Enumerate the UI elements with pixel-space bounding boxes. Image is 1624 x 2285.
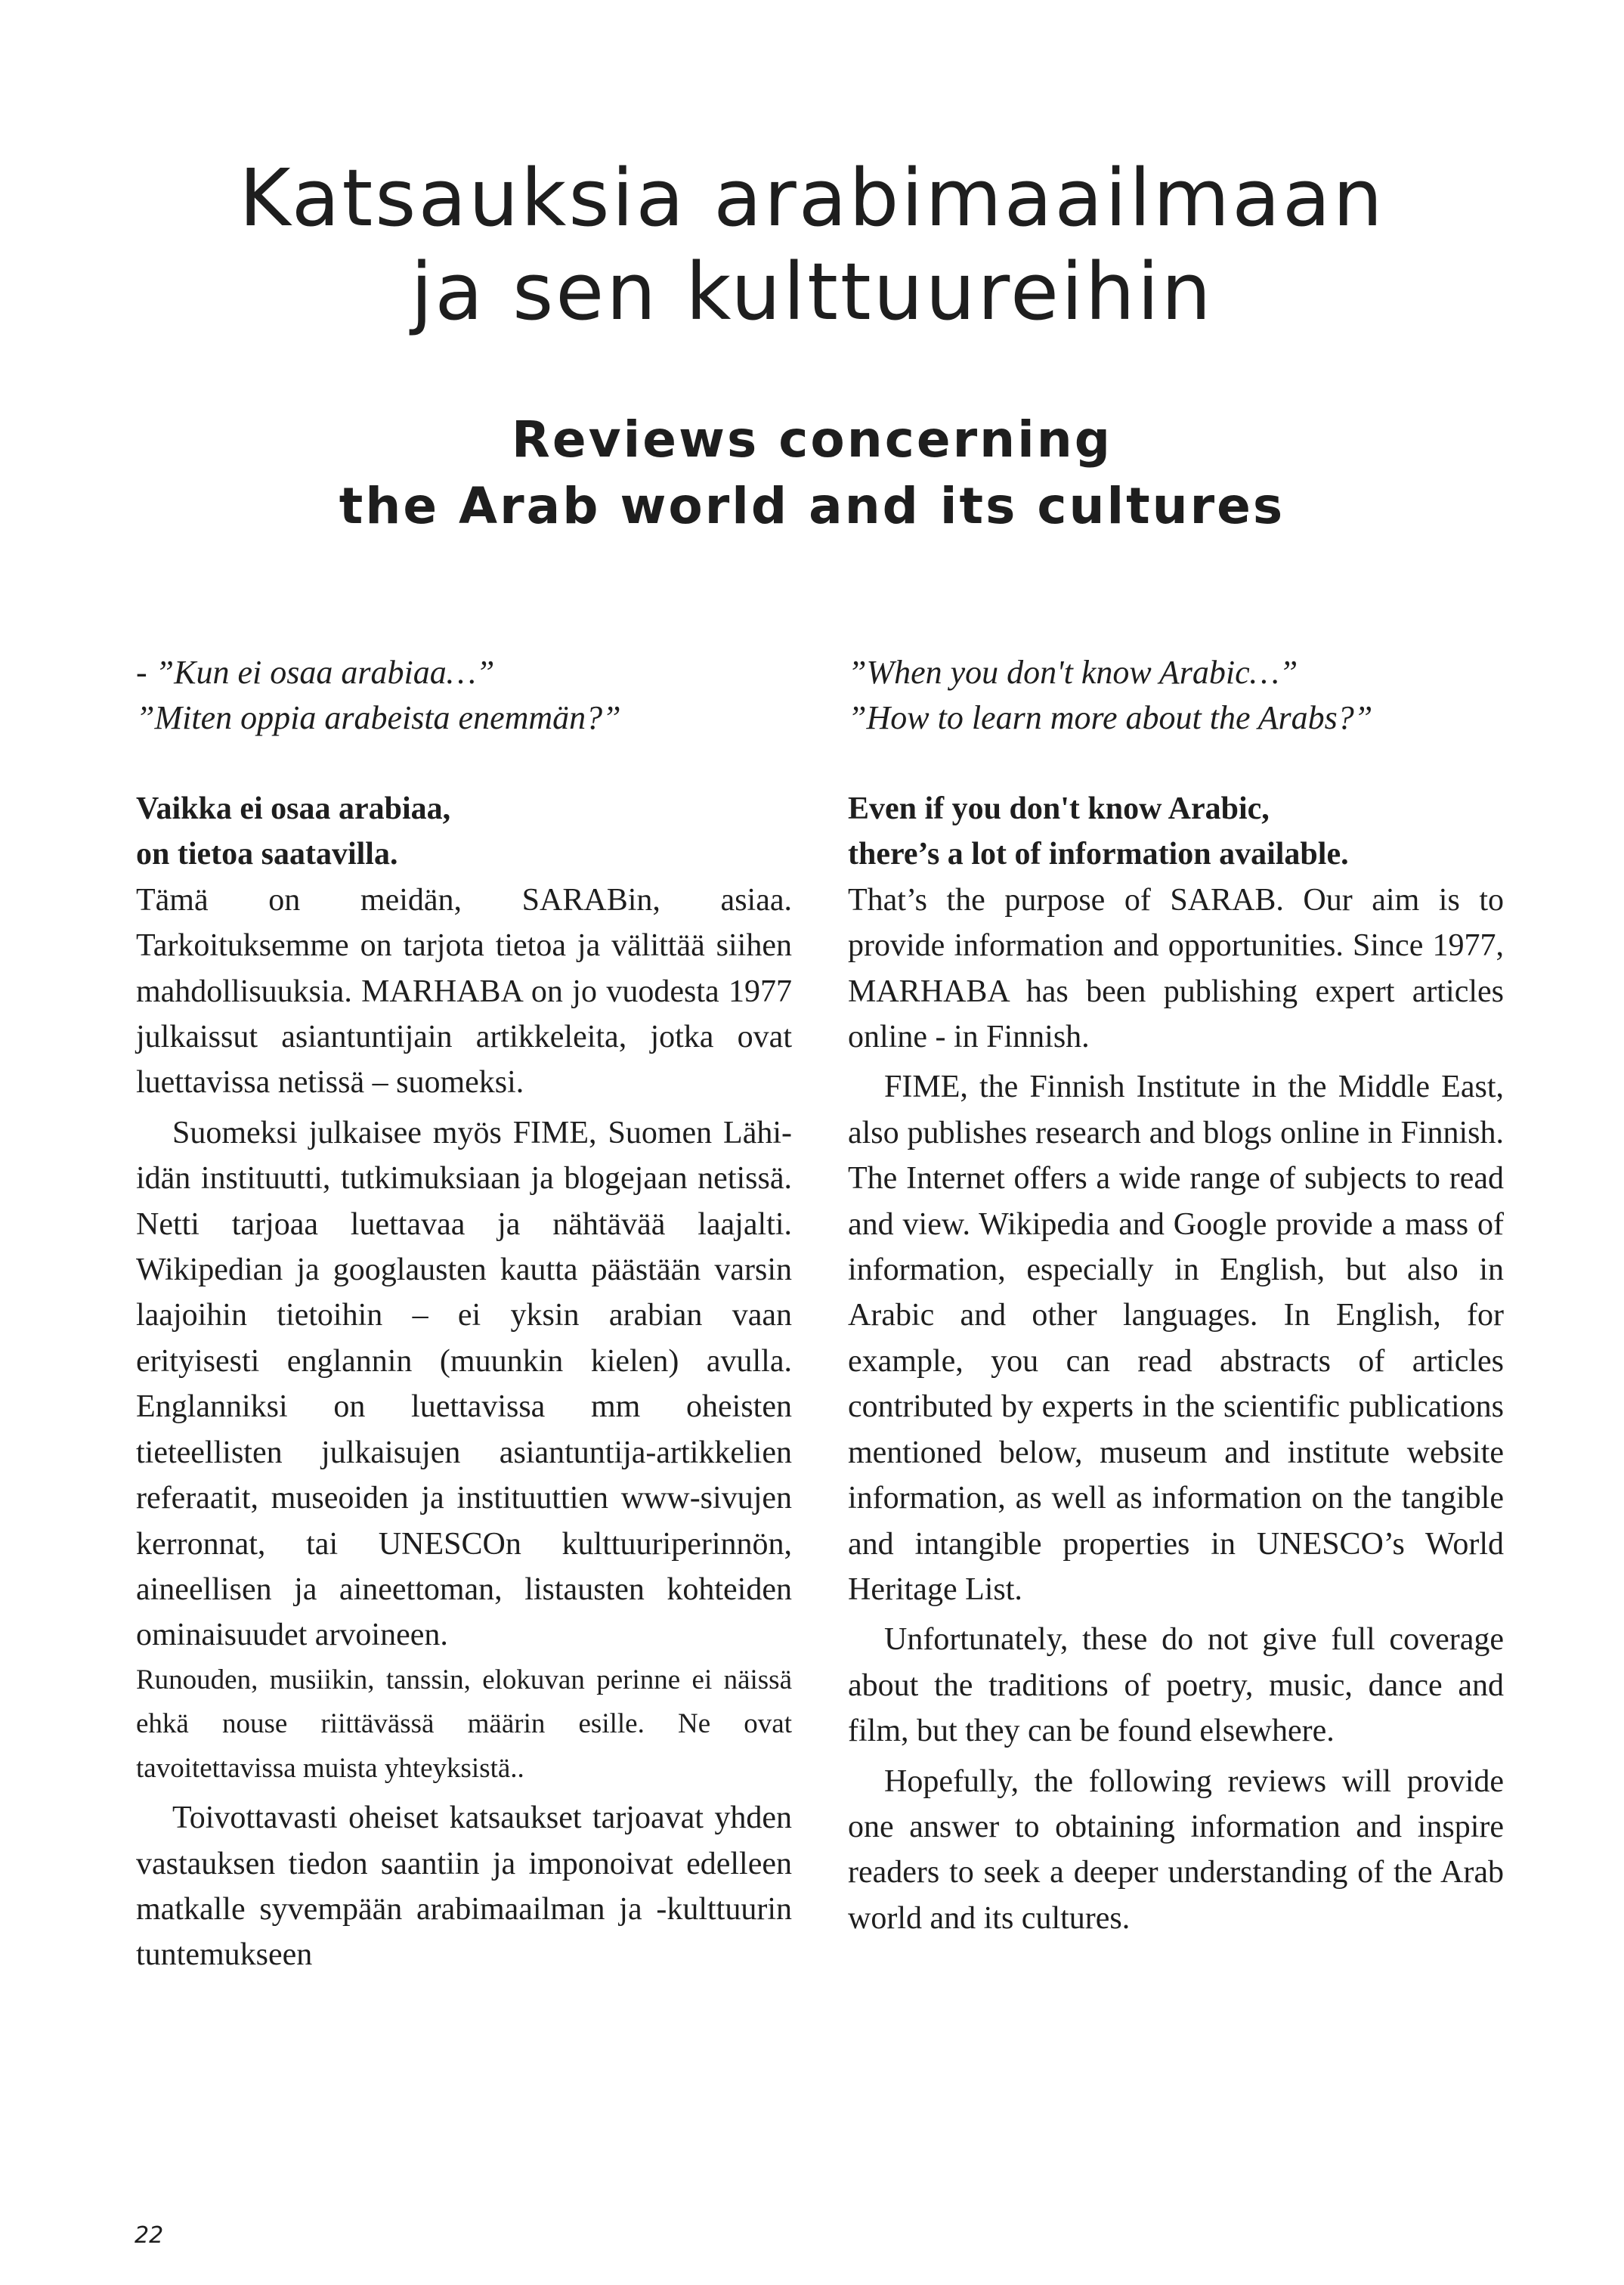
finnish-heading [136, 786, 792, 878]
english-quote-line-2: ”How to learn more about the Arabs?” [848, 699, 1373, 736]
english-column [848, 650, 1504, 1941]
finnish-column [136, 650, 792, 1978]
finnish-paragraph-3: Toivottavasti oheiset katsaukset tarjoavat yhden vastauksen tiedon saantiin ja imponoivat edelleen matkalle syvempään arabimaailman ja -kulttuurin tuntemukseen [136, 1800, 792, 1973]
finnish-heading-line-1: Vaikka ei osaa arabiaa, [136, 791, 451, 826]
subtitle-line-1: Reviews concerning [512, 410, 1112, 469]
page-subtitle [0, 407, 1624, 540]
english-heading-line-2: there’s a lot of information available. [848, 837, 1349, 872]
title-line-2: ja sen kulttuureihin [410, 246, 1214, 338]
finnish-quote-line-1: - ”Kun ei osaa arabiaa…” [136, 654, 495, 691]
english-heading [848, 786, 1504, 878]
finnish-quote-line-2: ”Miten oppia arabeista enemmän?” [136, 699, 621, 736]
finnish-paragraph-2-small: Runouden, musiikin, tanssin, elokuvan perinne ei näissä ehkä nouse riittävässä määrin esille. Ne ovat tavoitettavissa muista yhteyksistä.. [136, 1664, 792, 1784]
english-quote-line-1: ”When you don't know Arabic…” [848, 654, 1298, 691]
finnish-heading-line-2: on tietoa saatavilla. [136, 837, 398, 872]
title-line-1: Katsauksia arabimaailmaan [239, 152, 1385, 244]
page-title [0, 151, 1624, 339]
english-heading-line-1: Even if you don't know Arabic, [848, 791, 1270, 826]
english-quote [848, 650, 1504, 786]
finnish-quote [136, 650, 792, 786]
page-number: 22 [135, 2222, 164, 2249]
finnish-paragraph-2: Suomeksi julkaisee myös FIME, Suomen Lähi-idän instituutti, tutkimuksiaan ja blogejaan netissä. Netti tarjoaa luettavaa ja nähtävää laajalti. Wikipedian ja googlausten kautta päästään varsin laajoihin tietoihin – ei yksin arabian vaan erityisesti englannin (muunkin kielen) avulla. Englanniksi on luettavissa mm oheisten tieteellisten julkaisujen asiantuntija-artikkelien referaatit, museoiden ja instituuttien www-sivujen kerronnat, tai UNESCOn kulttuuriperinnön, aineellisen ja aineettoman, listausten kohteiden ominaisuudet arvoineen. [136, 1115, 792, 1653]
subtitle-line-2: the Arab world and its cultures [339, 477, 1285, 535]
finnish-paragraph-1: Tämä on meidän, SARABin, asiaa. Tarkoituksemme on tarjota tietoa ja välittää siihen mahdollisuuksia. MARHABA on jo vuodesta 1977 julkaissut asiantuntijain artikkeleita, jotka ovat luettavissa netissä – suomeksi. [136, 882, 792, 1101]
english-paragraph-3: Unfortunately, these do not give full coverage about the traditions of poetry, music, dance and film, but they can be found elsewhere. [848, 1622, 1504, 1749]
english-paragraph-2: FIME, the Finnish Institute in the Middle East, also publishes research and blogs online in Finnish. The Internet offers a wide range of subjects to read and view. Wikipedia and Google provide a mass of information, especially in English, but also in Arabic and other languages. In English, for example, you can read abstracts of articles contributed by experts in the scientific publications mentioned below, museum and institute website information, as well as information on the tangible and intangible properties in UNESCO’s World Heritage List. [848, 1070, 1504, 1607]
english-paragraph-1: That’s the purpose of SARAB. Our aim is to provide information and opportunities. Since 1977, MARHABA has been publishing expert articles online - in Finnish. [848, 882, 1504, 1055]
english-paragraph-4: Hopefully, the following reviews will provide one answer to obtaining information and inspire readers to seek a deeper understanding of the Arab world and its cultures. [848, 1763, 1504, 1936]
